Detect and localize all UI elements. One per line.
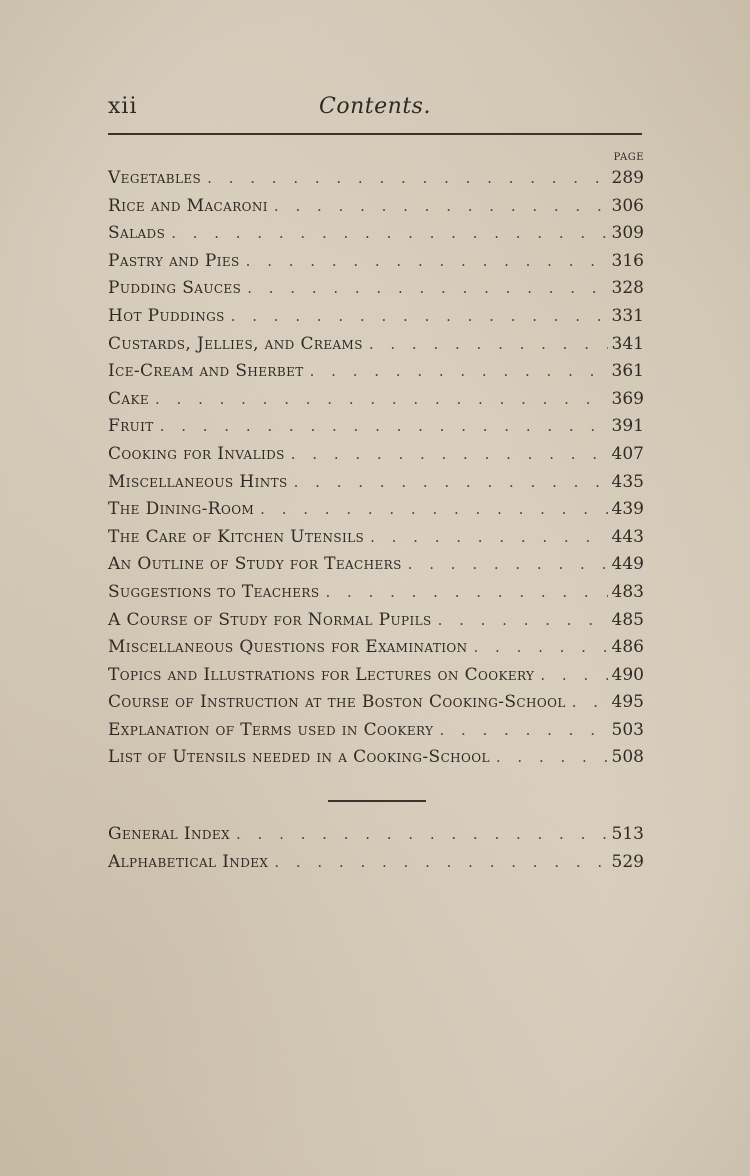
dot-leader [468,634,608,662]
contents-entry [108,331,644,359]
index-entry [108,821,644,849]
contents-entry [108,579,644,607]
contents-entry [108,441,644,469]
contents-entry [108,220,644,248]
contents-entry [108,275,644,303]
entry-page-number: 306 [611,195,644,216]
contents-entry [108,607,644,635]
dot-leader [363,331,608,359]
dot-leader [254,496,607,524]
index-entry [108,849,644,877]
entry-page-number: 508 [611,747,644,768]
entry-page-number: 495 [611,692,644,713]
page-column-label: PAGE [613,152,644,163]
dot-leader [165,220,607,248]
entry-title: Cake [108,388,149,409]
entry-title: Topics and Illustrations for Lectures on Cookery [108,664,535,685]
entry-title: Alphabetical Index [108,851,269,872]
index-list [108,821,644,876]
entry-page-number: 449 [611,554,644,575]
page-number-folio: xii [108,94,138,119]
dot-leader [230,821,608,849]
entry-title: Pudding Sauces [108,278,242,299]
contents-entry [108,717,644,745]
entry-title: Rice and Macaroni [108,195,268,216]
dot-leader [154,413,608,441]
entry-title: List of Utensils needed in a Cooking-School [108,747,490,768]
entry-page-number: 289 [611,168,644,188]
running-head-title: Contents. [319,94,431,119]
dot-leader [225,303,608,331]
contents-entry [108,634,644,662]
dot-leader [268,849,607,877]
contents-entry [108,744,644,772]
dot-leader [320,579,608,607]
dot-leader [566,689,608,717]
contents-entry [108,193,644,221]
entry-title: General Index [108,824,231,844]
entry-page-number: 309 [611,223,644,244]
entry-title: Course of Instruction at the Boston Cooking-School [108,692,566,713]
entry-page-number: 328 [611,278,644,299]
entry-title: An Outline of Study for Teachers [108,554,402,575]
dot-leader [402,551,608,579]
entry-page-number: 331 [611,305,644,326]
entry-title: The Dining-Room [108,499,255,520]
dot-leader [490,744,608,772]
contents-entry [108,386,644,414]
entry-page-number: 435 [611,471,644,492]
dot-leader [268,193,608,221]
contents-entry [108,165,644,193]
contents-entry [108,551,644,579]
entry-title: Miscellaneous Hints [108,471,288,492]
page-header [108,94,642,124]
entry-title: Miscellaneous Questions for Examination [108,637,468,658]
contents-entry [108,303,644,331]
entry-page-number: 529 [611,851,644,872]
contents-entry [108,469,644,497]
contents-entry [108,358,644,386]
dot-leader [432,607,608,635]
dot-leader [285,441,608,469]
dot-leader [241,275,607,303]
entry-title: A Course of Study for Normal Pupils [108,609,432,630]
entry-page-number: 369 [611,388,644,409]
dot-leader [288,469,608,497]
entry-page-number: 490 [611,664,644,685]
entry-page-number: 443 [611,526,644,547]
contents-entry [108,413,644,441]
entry-title: Pastry and Pies [108,250,240,271]
entry-page-number: 483 [611,581,644,602]
entry-page-number: 391 [611,416,644,437]
dot-leader [240,248,608,276]
dot-leader [364,524,607,552]
contents-entry [108,689,644,717]
section-divider-rule [328,800,426,802]
header-rule [108,133,642,135]
entry-title: Ice-Cream and Sherbet [108,361,304,382]
entry-title: The Care of Kitchen Utensils [108,526,365,547]
contents-entry [108,248,644,276]
contents-entry [108,496,644,524]
entry-page-number: 486 [611,637,644,658]
entry-page-number: 316 [611,250,644,271]
entry-page-number: 503 [611,719,644,740]
dot-leader [149,386,608,414]
contents-list [108,165,644,772]
entry-title: Explanation of Terms used in Cookery [108,719,434,740]
entry-page-number: 485 [611,609,644,630]
entry-page-number: 439 [611,499,644,520]
entry-title: Hot Puddings [108,305,225,326]
entry-page-number: 513 [611,824,644,844]
contents-entry [108,524,644,552]
dot-leader [534,662,607,690]
entry-page-number: 341 [611,333,644,354]
entry-title: Suggestions to Teachers [108,581,320,602]
entry-page-number: 361 [611,361,644,382]
entry-title: Salads [108,223,166,244]
dot-leader [433,717,607,745]
entry-title: Custards, Jellies, and Creams [108,333,363,354]
entry-title: Cooking for Invalids [108,443,285,464]
entry-page-number: 407 [611,443,644,464]
dot-leader [304,358,608,386]
entry-title: Fruit [108,416,154,437]
entry-title: Vegetables [108,168,202,188]
dot-leader [201,165,607,193]
contents-entry [108,662,644,690]
